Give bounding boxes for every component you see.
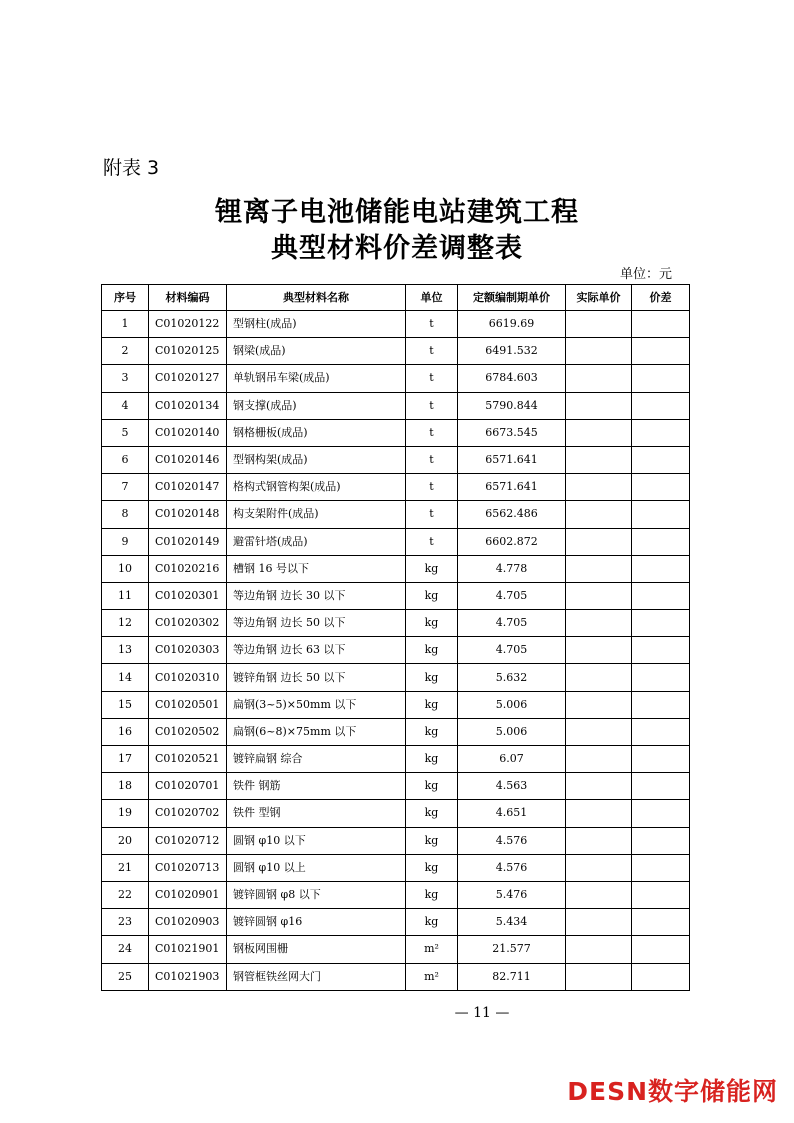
cell-serial: 18	[102, 773, 149, 800]
cell-price-difference	[632, 664, 690, 691]
cell-actual-price	[566, 664, 632, 691]
cell-budget-price: 4.778	[458, 555, 566, 582]
table-row	[102, 419, 690, 446]
table-row	[102, 637, 690, 664]
material-price-table	[101, 284, 690, 991]
cell-actual-price	[566, 528, 632, 555]
cell-actual-price	[566, 311, 632, 338]
cell-unit: kg	[406, 827, 458, 854]
cell-budget-price: 5.006	[458, 691, 566, 718]
cell-price-difference	[632, 827, 690, 854]
cell-actual-price	[566, 691, 632, 718]
cell-code: C01020122	[149, 311, 227, 338]
cell-serial: 21	[102, 854, 149, 881]
cell-unit: kg	[406, 582, 458, 609]
cell-actual-price	[566, 963, 632, 990]
cell-serial: 7	[102, 474, 149, 501]
header-price-difference: 价差	[632, 285, 690, 311]
table-row	[102, 392, 690, 419]
header-serial: 序号	[102, 285, 149, 311]
cell-serial: 9	[102, 528, 149, 555]
cell-actual-price	[566, 419, 632, 446]
cell-budget-price: 6602.872	[458, 528, 566, 555]
appendix-label: 附表 3	[103, 157, 160, 179]
cell-budget-price: 6571.641	[458, 446, 566, 473]
cell-material-name: 型钢柱(成品)	[227, 311, 406, 338]
cell-actual-price	[566, 582, 632, 609]
cell-code: C01020301	[149, 582, 227, 609]
cell-actual-price	[566, 718, 632, 745]
cell-budget-price: 5.476	[458, 881, 566, 908]
cell-code: C01021903	[149, 963, 227, 990]
header-budget-price: 定额编制期单价	[458, 285, 566, 311]
cell-price-difference	[632, 338, 690, 365]
cell-code: C01020148	[149, 501, 227, 528]
cell-code: C01020134	[149, 392, 227, 419]
cell-budget-price: 6571.641	[458, 474, 566, 501]
cell-budget-price: 4.705	[458, 582, 566, 609]
table-row	[102, 474, 690, 501]
cell-budget-price: 4.705	[458, 610, 566, 637]
document-title-line2: 典型材料价差调整表	[271, 233, 523, 264]
cell-unit: m²	[406, 936, 458, 963]
table-row	[102, 365, 690, 392]
cell-actual-price	[566, 365, 632, 392]
watermark-logo: DESN数字储能网	[567, 1077, 778, 1106]
cell-code: C01020127	[149, 365, 227, 392]
cell-price-difference	[632, 610, 690, 637]
cell-budget-price: 5.006	[458, 718, 566, 745]
cell-budget-price: 6562.486	[458, 501, 566, 528]
cell-material-name: 等边角钢 边长 63 以下	[227, 637, 406, 664]
cell-unit: kg	[406, 664, 458, 691]
cell-material-name: 铁件 钢筋	[227, 773, 406, 800]
cell-unit: kg	[406, 610, 458, 637]
cell-price-difference	[632, 446, 690, 473]
cell-actual-price	[566, 392, 632, 419]
cell-budget-price: 6491.532	[458, 338, 566, 365]
cell-actual-price	[566, 338, 632, 365]
table-row	[102, 800, 690, 827]
cell-serial: 10	[102, 555, 149, 582]
cell-unit: kg	[406, 909, 458, 936]
cell-code: C01020701	[149, 773, 227, 800]
cell-material-name: 构支架附件(成品)	[227, 501, 406, 528]
header-actual-price: 实际单价	[566, 285, 632, 311]
cell-serial: 12	[102, 610, 149, 637]
cell-price-difference	[632, 501, 690, 528]
table-row	[102, 854, 690, 881]
cell-material-name: 铁件 型钢	[227, 800, 406, 827]
cell-code: C01020501	[149, 691, 227, 718]
cell-unit: t	[406, 528, 458, 555]
cell-budget-price: 82.711	[458, 963, 566, 990]
table-row	[102, 311, 690, 338]
cell-unit: kg	[406, 718, 458, 745]
cell-price-difference	[632, 718, 690, 745]
cell-material-name: 圆钢 φ10 以上	[227, 854, 406, 881]
cell-budget-price: 5.632	[458, 664, 566, 691]
cell-serial: 23	[102, 909, 149, 936]
cell-budget-price: 4.576	[458, 827, 566, 854]
cell-actual-price	[566, 800, 632, 827]
cell-code: C01020303	[149, 637, 227, 664]
cell-material-name: 钢管框铁丝网大门	[227, 963, 406, 990]
cell-material-name: 镀锌角钢 边长 50 以下	[227, 664, 406, 691]
cell-unit: kg	[406, 800, 458, 827]
cell-budget-price: 6619.69	[458, 311, 566, 338]
cell-actual-price	[566, 936, 632, 963]
cell-material-name: 型钢构架(成品)	[227, 446, 406, 473]
cell-material-name: 钢梁(成品)	[227, 338, 406, 365]
cell-unit: kg	[406, 746, 458, 773]
cell-unit: kg	[406, 555, 458, 582]
cell-code: C01020903	[149, 909, 227, 936]
page-number: — 11 —	[454, 1005, 510, 1021]
cell-price-difference	[632, 691, 690, 718]
cell-code: C01020147	[149, 474, 227, 501]
cell-price-difference	[632, 773, 690, 800]
cell-price-difference	[632, 963, 690, 990]
cell-unit: t	[406, 446, 458, 473]
cell-material-name: 镀锌圆钢 φ16	[227, 909, 406, 936]
cell-material-name: 扁钢(3~5)×50mm 以下	[227, 691, 406, 718]
cell-unit: t	[406, 474, 458, 501]
table-row	[102, 827, 690, 854]
table-row	[102, 501, 690, 528]
cell-unit: t	[406, 365, 458, 392]
cell-code: C01020310	[149, 664, 227, 691]
cell-actual-price	[566, 610, 632, 637]
cell-actual-price	[566, 827, 632, 854]
cell-serial: 24	[102, 936, 149, 963]
cell-actual-price	[566, 909, 632, 936]
cell-price-difference	[632, 474, 690, 501]
cell-unit: t	[406, 419, 458, 446]
cell-serial: 19	[102, 800, 149, 827]
table-row	[102, 773, 690, 800]
cell-actual-price	[566, 501, 632, 528]
cell-budget-price: 6673.545	[458, 419, 566, 446]
header-unit: 单位	[406, 285, 458, 311]
cell-code: C01020302	[149, 610, 227, 637]
cell-material-name: 钢支撑(成品)	[227, 392, 406, 419]
cell-unit: kg	[406, 637, 458, 664]
cell-unit: kg	[406, 773, 458, 800]
cell-unit: kg	[406, 881, 458, 908]
cell-price-difference	[632, 881, 690, 908]
cell-serial: 5	[102, 419, 149, 446]
cell-actual-price	[566, 555, 632, 582]
cell-unit: t	[406, 392, 458, 419]
cell-serial: 3	[102, 365, 149, 392]
cell-actual-price	[566, 854, 632, 881]
cell-serial: 14	[102, 664, 149, 691]
table-row	[102, 963, 690, 990]
cell-serial: 11	[102, 582, 149, 609]
cell-serial: 15	[102, 691, 149, 718]
cell-material-name: 扁钢(6~8)×75mm 以下	[227, 718, 406, 745]
cell-budget-price: 4.651	[458, 800, 566, 827]
cell-code: C01020521	[149, 746, 227, 773]
cell-actual-price	[566, 773, 632, 800]
cell-code: C01020140	[149, 419, 227, 446]
cell-material-name: 镀锌扁钢 综合	[227, 746, 406, 773]
table-row	[102, 909, 690, 936]
table-header-row	[102, 285, 690, 311]
cell-code: C01021901	[149, 936, 227, 963]
cell-budget-price: 21.577	[458, 936, 566, 963]
header-code: 材料编码	[149, 285, 227, 311]
cell-material-name: 槽钢 16 号以下	[227, 555, 406, 582]
table-row	[102, 691, 690, 718]
cell-price-difference	[632, 746, 690, 773]
cell-material-name: 等边角钢 边长 50 以下	[227, 610, 406, 637]
cell-price-difference	[632, 909, 690, 936]
cell-price-difference	[632, 936, 690, 963]
cell-material-name: 格构式钢管构架(成品)	[227, 474, 406, 501]
cell-price-difference	[632, 555, 690, 582]
cell-serial: 13	[102, 637, 149, 664]
table-row	[102, 555, 690, 582]
cell-code: C01020502	[149, 718, 227, 745]
cell-budget-price: 6.07	[458, 746, 566, 773]
cell-code: C01020216	[149, 555, 227, 582]
cell-budget-price: 4.576	[458, 854, 566, 881]
cell-price-difference	[632, 854, 690, 881]
cell-material-name: 镀锌圆钢 φ8 以下	[227, 881, 406, 908]
cell-budget-price: 4.563	[458, 773, 566, 800]
cell-actual-price	[566, 474, 632, 501]
cell-actual-price	[566, 637, 632, 664]
cell-actual-price	[566, 446, 632, 473]
cell-price-difference	[632, 311, 690, 338]
table-row	[102, 936, 690, 963]
cell-budget-price: 4.705	[458, 637, 566, 664]
cell-actual-price	[566, 881, 632, 908]
cell-unit: kg	[406, 854, 458, 881]
cell-code: C01020713	[149, 854, 227, 881]
table-row	[102, 718, 690, 745]
cell-code: C01020125	[149, 338, 227, 365]
cell-material-name: 单轨钢吊车梁(成品)	[227, 365, 406, 392]
unit-label: 单位：元	[619, 267, 672, 282]
cell-unit: kg	[406, 691, 458, 718]
cell-code: C01020146	[149, 446, 227, 473]
cell-material-name: 钢格栅板(成品)	[227, 419, 406, 446]
cell-unit: t	[406, 338, 458, 365]
cell-price-difference	[632, 637, 690, 664]
cell-code: C01020149	[149, 528, 227, 555]
cell-serial: 1	[102, 311, 149, 338]
cell-budget-price: 5790.844	[458, 392, 566, 419]
cell-price-difference	[632, 365, 690, 392]
cell-price-difference	[632, 528, 690, 555]
cell-price-difference	[632, 419, 690, 446]
table-row	[102, 610, 690, 637]
cell-serial: 8	[102, 501, 149, 528]
table-row	[102, 746, 690, 773]
header-material-name: 典型材料名称	[227, 285, 406, 311]
cell-unit: t	[406, 311, 458, 338]
table-row	[102, 338, 690, 365]
cell-price-difference	[632, 800, 690, 827]
cell-serial: 2	[102, 338, 149, 365]
cell-material-name: 避雷针塔(成品)	[227, 528, 406, 555]
cell-serial: 6	[102, 446, 149, 473]
cell-price-difference	[632, 392, 690, 419]
cell-material-name: 钢板网围栅	[227, 936, 406, 963]
cell-unit: m²	[406, 963, 458, 990]
document-title-line1: 锂离子电池储能电站建筑工程	[215, 197, 579, 228]
cell-code: C01020712	[149, 827, 227, 854]
cell-actual-price	[566, 746, 632, 773]
cell-budget-price: 5.434	[458, 909, 566, 936]
cell-unit: t	[406, 501, 458, 528]
cell-material-name: 等边角钢 边长 30 以下	[227, 582, 406, 609]
cell-serial: 17	[102, 746, 149, 773]
cell-price-difference	[632, 582, 690, 609]
cell-budget-price: 6784.603	[458, 365, 566, 392]
cell-serial: 16	[102, 718, 149, 745]
table-row	[102, 881, 690, 908]
cell-serial: 20	[102, 827, 149, 854]
table-row	[102, 446, 690, 473]
table-row	[102, 582, 690, 609]
table-row	[102, 528, 690, 555]
cell-serial: 22	[102, 881, 149, 908]
cell-code: C01020702	[149, 800, 227, 827]
table-row	[102, 664, 690, 691]
cell-material-name: 圆钢 φ10 以下	[227, 827, 406, 854]
cell-code: C01020901	[149, 881, 227, 908]
cell-serial: 4	[102, 392, 149, 419]
cell-serial: 25	[102, 963, 149, 990]
